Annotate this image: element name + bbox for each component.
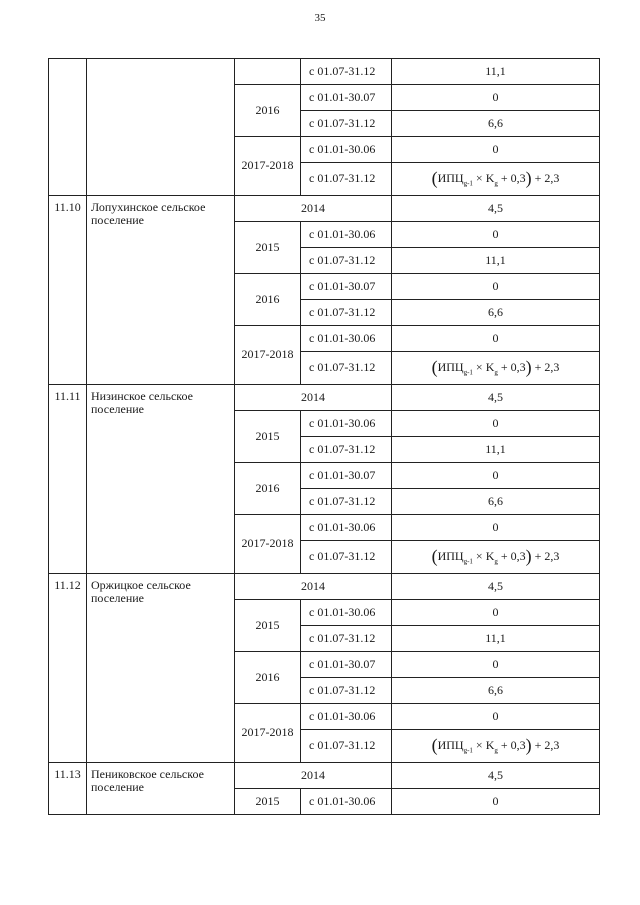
year-cell: 2015 (235, 222, 301, 274)
value-cell: 6,6 (392, 678, 600, 704)
formula-part: + 0,3 (497, 171, 526, 186)
formula-part: g (494, 746, 498, 755)
formula-part: ИПЦ (437, 171, 464, 186)
year-cell: 2017-2018 (235, 326, 301, 385)
table-row (49, 574, 600, 600)
value-cell: 11,1 (392, 59, 600, 85)
year-cell: 2014 (235, 574, 392, 600)
year-cell: 2016 (235, 274, 301, 326)
year-cell: 2017-2018 (235, 704, 301, 763)
formula-part: ( (431, 735, 438, 756)
tariff-formula (431, 168, 560, 189)
period-cell: с 01.07-31.12 (301, 489, 392, 515)
year-cell: 2015 (235, 789, 301, 815)
formula-part: ( (431, 168, 438, 189)
value-cell: 4,5 (392, 763, 600, 789)
row-number-cell: 11.10 (49, 196, 87, 385)
row-number-cell: 11.11 (49, 385, 87, 574)
value-cell: 11,1 (392, 248, 600, 274)
formula-part: + 0,3 (497, 738, 526, 753)
formula-part: ) (525, 546, 532, 567)
value-cell: 0 (392, 411, 600, 437)
value-cell (392, 730, 600, 763)
year-cell: 2016 (235, 463, 301, 515)
settlement-name-cell: Лопухинское сельское поселение (87, 196, 235, 385)
formula-part: g-1 (463, 368, 473, 377)
period-cell: с 01.01-30.06 (301, 137, 392, 163)
formula-part: g (494, 179, 498, 188)
value-cell: 0 (392, 704, 600, 730)
value-cell: 4,5 (392, 574, 600, 600)
formula-part: g (494, 557, 498, 566)
settlement-name-cell: Низинское сельское поселение (87, 385, 235, 574)
period-cell: с 01.07-31.12 (301, 111, 392, 137)
value-cell (392, 541, 600, 574)
row-number-cell: 11.12 (49, 574, 87, 763)
year-cell: 2014 (235, 385, 392, 411)
table-row (49, 385, 600, 411)
period-cell: с 01.01-30.06 (301, 704, 392, 730)
period-cell: с 01.01-30.07 (301, 652, 392, 678)
formula-part: + 0,3 (497, 549, 526, 564)
formula-part: g-1 (463, 746, 473, 755)
settlement-name-cell: Оржицкое сельское поселение (87, 574, 235, 763)
value-cell: 11,1 (392, 437, 600, 463)
table-row (49, 763, 600, 789)
period-cell: с 01.01-30.06 (301, 600, 392, 626)
formula-part: g-1 (463, 179, 473, 188)
period-cell: с 01.07-31.12 (301, 59, 392, 85)
formula-part: × K (472, 360, 495, 375)
period-cell: с 01.01-30.06 (301, 515, 392, 541)
period-cell: с 01.01-30.07 (301, 85, 392, 111)
table-row (49, 196, 600, 222)
tariff-formula (431, 357, 560, 378)
period-cell: с 01.01-30.07 (301, 463, 392, 489)
year-cell: 2016 (235, 85, 301, 137)
tariff-table (48, 58, 600, 815)
formula-part: + 2,3 (531, 360, 560, 375)
table-row (49, 59, 600, 85)
value-cell (392, 352, 600, 385)
value-cell: 11,1 (392, 626, 600, 652)
value-cell: 0 (392, 600, 600, 626)
formula-part: ИПЦ (437, 549, 464, 564)
formula-part: + 2,3 (531, 549, 560, 564)
formula-part: × K (472, 549, 495, 564)
period-cell: с 01.07-31.12 (301, 730, 392, 763)
period-cell: с 01.07-31.12 (301, 626, 392, 652)
period-cell: с 01.07-31.12 (301, 248, 392, 274)
value-cell: 0 (392, 789, 600, 815)
value-cell: 4,5 (392, 385, 600, 411)
settlement-name-cell: Пениковское сельское поселение (87, 763, 235, 815)
formula-part: ИПЦ (437, 738, 464, 753)
value-cell: 4,5 (392, 196, 600, 222)
formula-part: g (494, 368, 498, 377)
value-cell: 6,6 (392, 489, 600, 515)
period-cell: с 01.01-30.06 (301, 222, 392, 248)
period-cell: с 01.07-31.12 (301, 300, 392, 326)
value-cell: 0 (392, 222, 600, 248)
formula-part: × K (472, 171, 495, 186)
formula-part: + 2,3 (531, 738, 560, 753)
value-cell: 0 (392, 85, 600, 111)
period-cell: с 01.07-31.12 (301, 352, 392, 385)
value-cell: 0 (392, 652, 600, 678)
period-cell: с 01.07-31.12 (301, 437, 392, 463)
value-cell: 0 (392, 463, 600, 489)
year-cell: 2015 (235, 600, 301, 652)
formula-part: + 2,3 (531, 171, 560, 186)
period-cell: с 01.01-30.06 (301, 326, 392, 352)
period-cell: с 01.07-31.12 (301, 678, 392, 704)
period-cell: с 01.07-31.12 (301, 163, 392, 196)
period-cell: с 01.07-31.12 (301, 541, 392, 574)
value-cell: 6,6 (392, 300, 600, 326)
period-cell: с 01.01-30.06 (301, 411, 392, 437)
formula-part: ИПЦ (437, 360, 464, 375)
formula-part: + 0,3 (497, 360, 526, 375)
page-number: 35 (314, 12, 326, 24)
year-cell: 2015 (235, 411, 301, 463)
year-cell: 2017-2018 (235, 137, 301, 196)
tariff-formula (431, 546, 560, 567)
year-cell (235, 59, 301, 85)
year-cell: 2014 (235, 763, 392, 789)
year-cell: 2017-2018 (235, 515, 301, 574)
row-number-cell (49, 59, 87, 196)
year-cell: 2016 (235, 652, 301, 704)
formula-part: ) (525, 168, 532, 189)
formula-part: g-1 (463, 557, 473, 566)
formula-part: ( (431, 357, 438, 378)
formula-part: ) (525, 357, 532, 378)
value-cell: 0 (392, 274, 600, 300)
value-cell: 6,6 (392, 111, 600, 137)
period-cell: с 01.01-30.07 (301, 274, 392, 300)
value-cell: 0 (392, 326, 600, 352)
value-cell: 0 (392, 137, 600, 163)
settlement-name-cell (87, 59, 235, 196)
value-cell: 0 (392, 515, 600, 541)
value-cell (392, 163, 600, 196)
tariff-formula (431, 735, 560, 756)
formula-part: ) (525, 735, 532, 756)
year-cell: 2014 (235, 196, 392, 222)
formula-part: ( (431, 546, 438, 567)
formula-part: × K (472, 738, 495, 753)
row-number-cell: 11.13 (49, 763, 87, 815)
period-cell: с 01.01-30.06 (301, 789, 392, 815)
